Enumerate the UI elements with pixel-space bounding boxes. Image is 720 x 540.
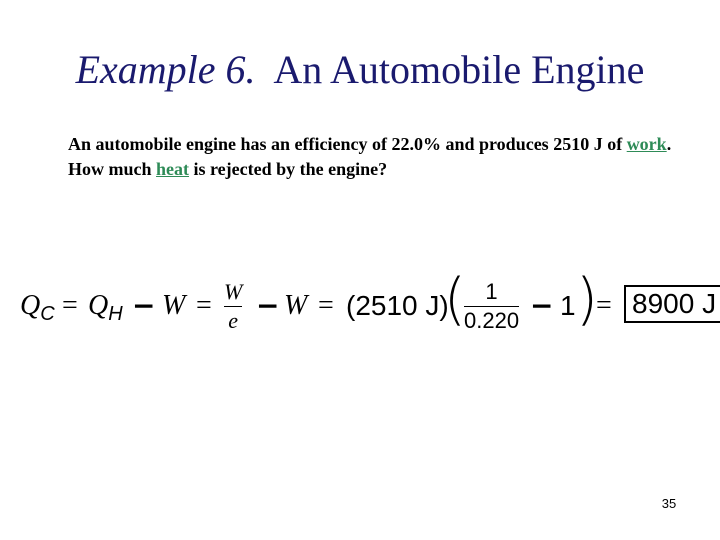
problem-text-3: is rejected by the engine?: [189, 159, 388, 179]
title-main: An Automobile Engine: [273, 47, 645, 92]
work-value: (2510 J): [346, 290, 449, 321]
work-link[interactable]: work: [626, 134, 667, 154]
problem-text-1: An automobile engine has an efficiency of 22.0% and produces 2510 J of: [68, 134, 627, 154]
problem-statement: [68, 132, 688, 182]
fraction-bar-2: [464, 306, 519, 307]
equals-2: =: [196, 290, 212, 321]
qh-symbol: $Q_H$: [88, 290, 123, 325]
fraction-bar: [224, 306, 242, 307]
equation: [20, 267, 720, 338]
qc-subscript: C: [40, 303, 55, 325]
answer-box: 8900 J: [624, 285, 720, 323]
right-parenthesis: ): [576, 267, 598, 332]
qh-subscript: H: [108, 303, 123, 325]
slide-title: [0, 42, 720, 98]
heat-link[interactable]: heat: [156, 159, 190, 179]
w-symbol-1: W: [162, 290, 186, 321]
left-parenthesis: (: [444, 267, 466, 332]
equals-3: =: [318, 290, 334, 321]
fraction-w-over-e: [224, 280, 242, 333]
fraction-numerator-1: 1: [485, 279, 498, 304]
page-number: 35: [661, 496, 677, 511]
problem-text-2: . How much: [68, 134, 672, 179]
minus-1: −: [132, 289, 156, 322]
qc-symbol: $Q_C$: [20, 290, 55, 325]
one-value: 1: [560, 290, 576, 321]
title-example-label: Example 6.: [75, 47, 256, 92]
fraction-1-over-0220: [464, 280, 519, 333]
w-symbol-2: W: [284, 290, 308, 321]
fraction-numerator-w: W: [224, 279, 243, 304]
equals-1: =: [62, 290, 78, 321]
fraction-denominator-0220: 0.220: [464, 308, 520, 333]
fraction-denominator-e: e: [228, 308, 239, 333]
equals-4: =: [596, 290, 612, 321]
minus-3: −: [530, 289, 554, 322]
minus-2: −: [256, 289, 280, 322]
